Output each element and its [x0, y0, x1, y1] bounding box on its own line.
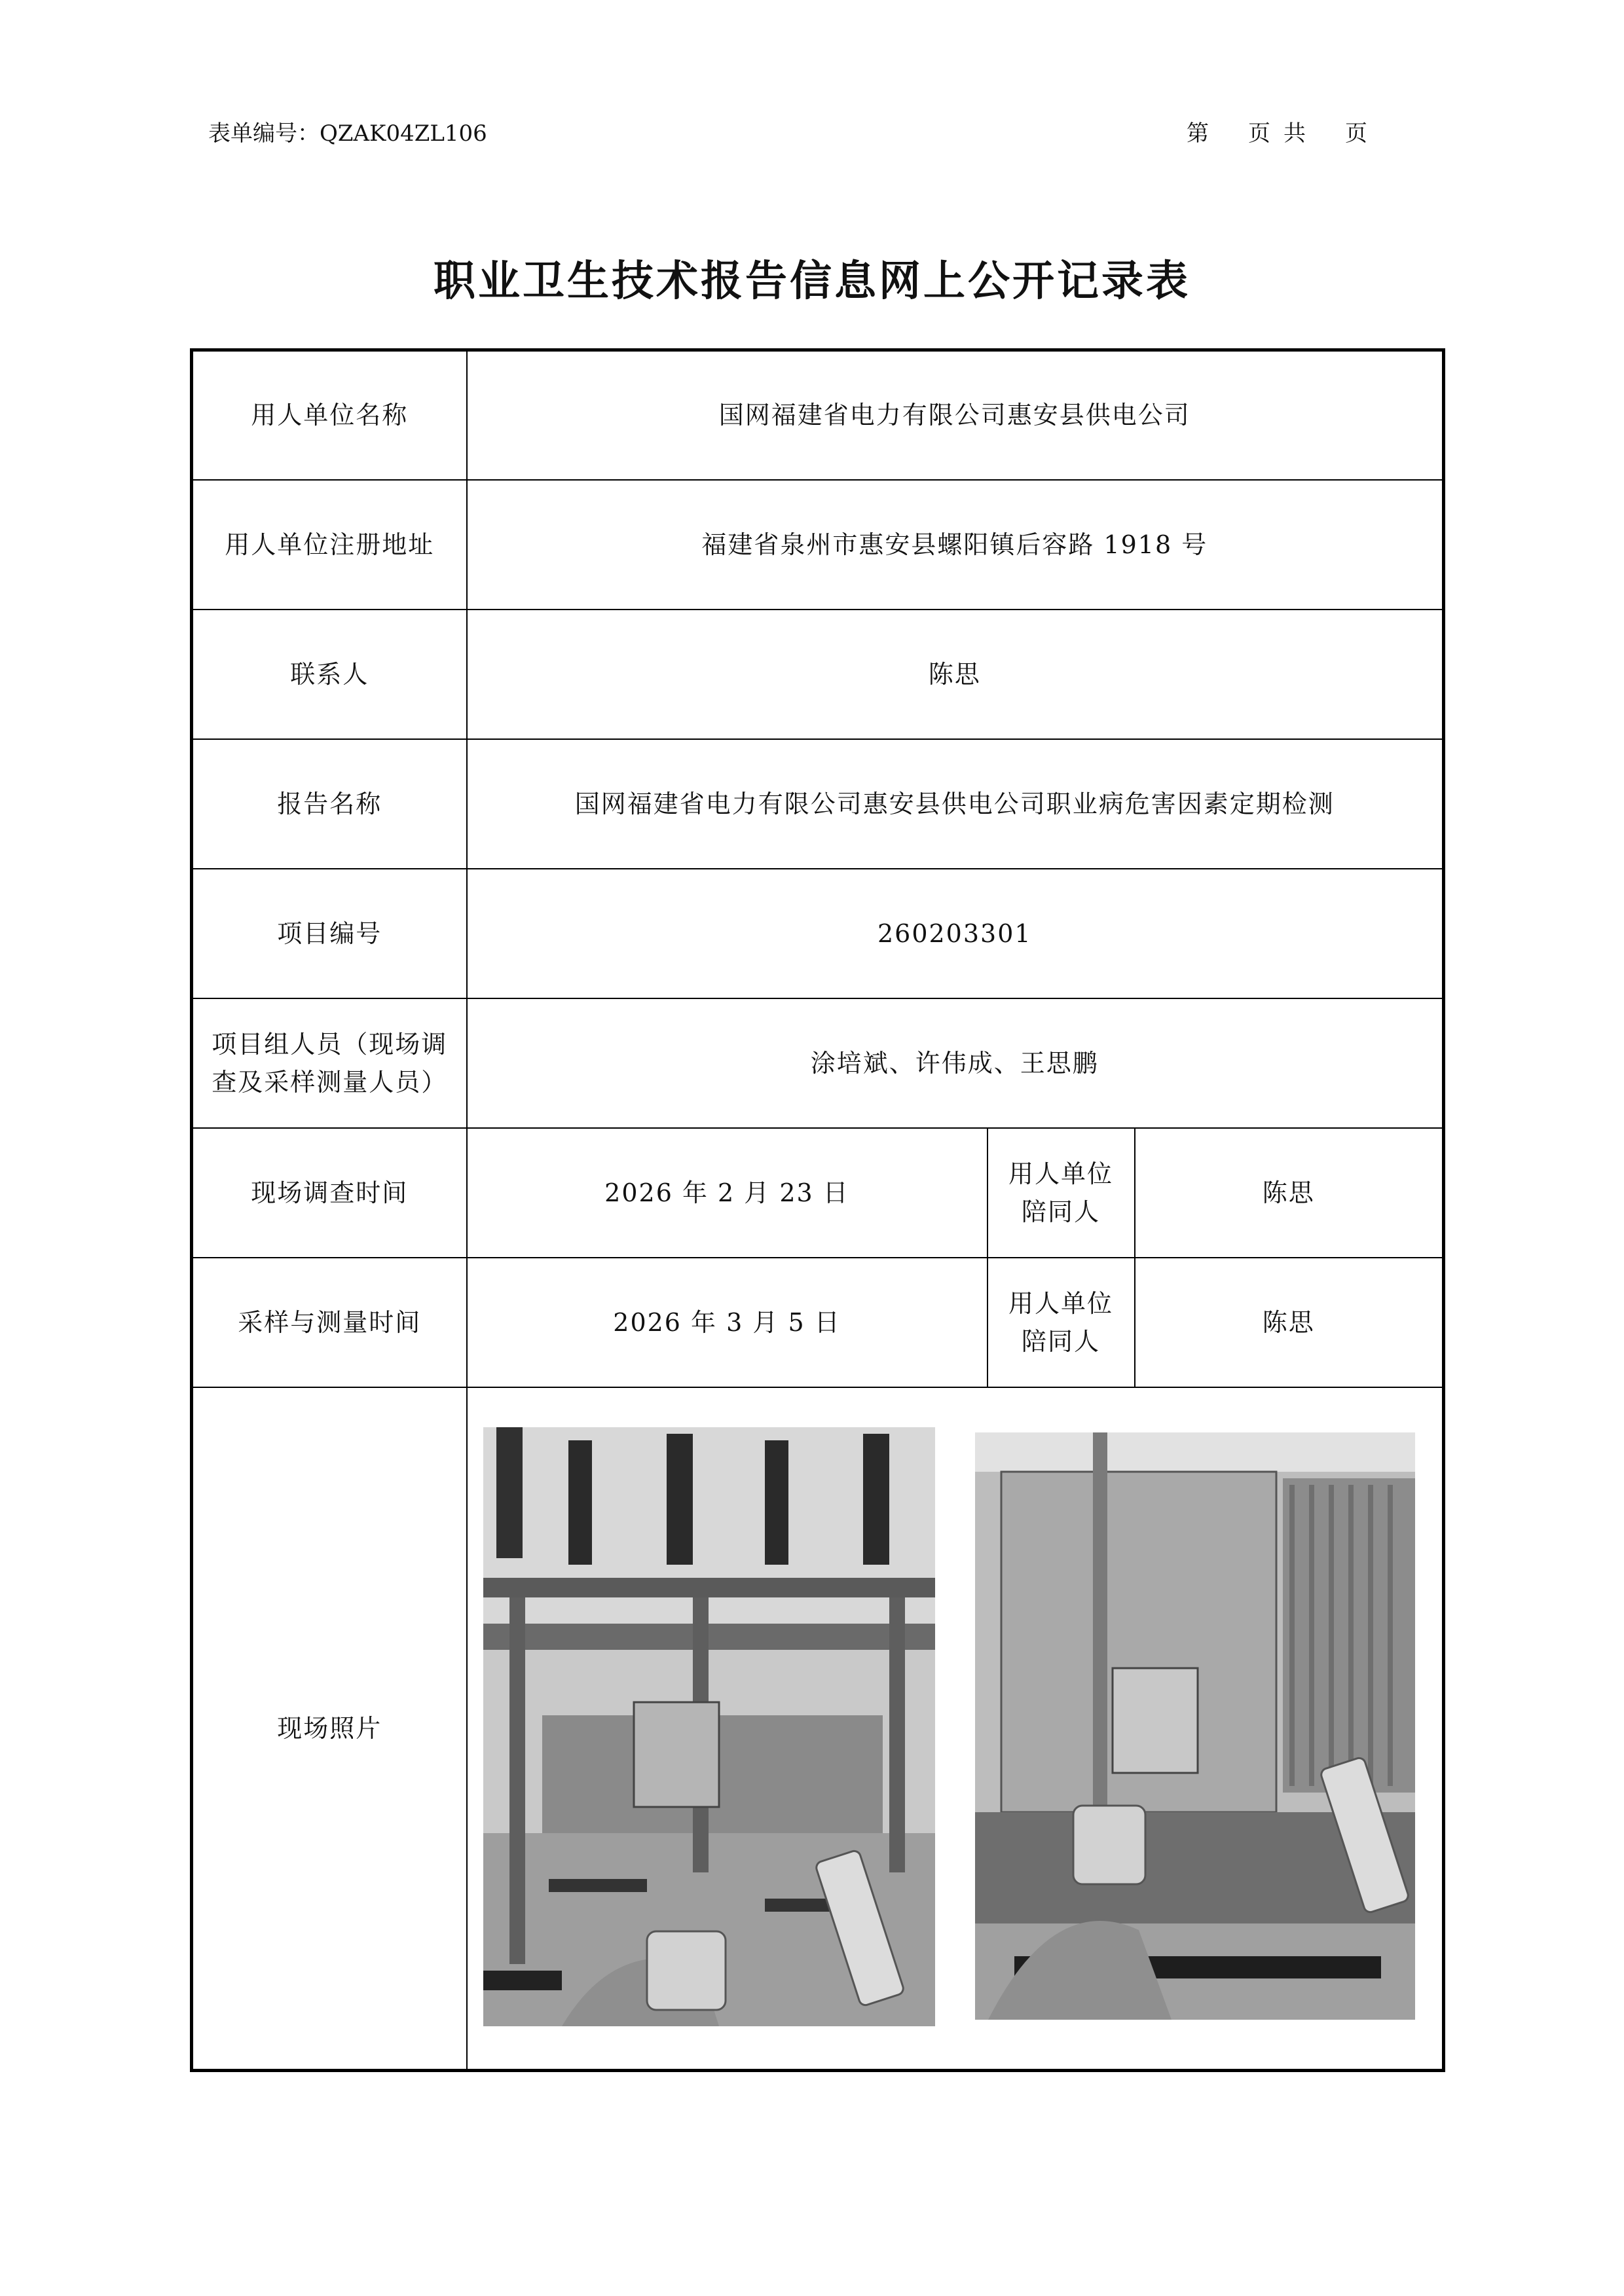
survey-time-label: 现场调查时间	[192, 1128, 467, 1258]
row-site-photos	[192, 1387, 1444, 2071]
report-name-label: 报告名称	[192, 739, 467, 869]
sampling-escort-value: 陈思	[1135, 1258, 1444, 1387]
site-photo-substation	[483, 1427, 935, 2026]
team-label-line2: 查及采样测量人员）	[212, 1067, 448, 1097]
survey-time-value: 2026 年 2 月 23 日	[467, 1128, 987, 1258]
survey-escort-label	[987, 1128, 1135, 1258]
page-ye2: 页	[1345, 120, 1367, 147]
page-di: 第	[1187, 120, 1209, 147]
page-indicator	[1187, 115, 1367, 147]
project-no-value: 260203301	[467, 869, 1444, 998]
transformer-photo-graphic	[975, 1432, 1415, 2020]
project-no-label: 项目编号	[192, 869, 467, 998]
row-employer-name	[192, 350, 1444, 480]
page-ye: 页	[1248, 120, 1270, 147]
sampling-time-value: 2026 年 3 月 5 日	[467, 1258, 987, 1387]
address-value: 福建省泉州市惠安县螺阳镇后容路 1918 号	[467, 480, 1444, 610]
site-photos-cell	[467, 1387, 1444, 2071]
survey-escort-value: 陈思	[1135, 1128, 1444, 1258]
address-label: 用人单位注册地址	[192, 480, 467, 610]
survey-escort-label-line2: 陪同人	[1021, 1197, 1100, 1226]
employer-name-value: 国网福建省电力有限公司惠安县供电公司	[467, 350, 1444, 480]
row-sampling-time	[192, 1258, 1444, 1387]
record-table	[190, 348, 1445, 2072]
sampling-escort-label-line2: 陪同人	[1021, 1326, 1100, 1356]
site-photos-label: 现场照片	[192, 1387, 467, 2071]
contact-value: 陈思	[467, 610, 1444, 739]
contact-label: 联系人	[192, 610, 467, 739]
sampling-time-label: 采样与测量时间	[192, 1258, 467, 1387]
page-title: 职业卫生技术报告信息网上公开记录表	[434, 257, 1190, 306]
sampling-escort-label	[987, 1258, 1135, 1387]
site-photo-transformer	[975, 1432, 1415, 2020]
sampling-escort-label-line1: 用人单位	[1008, 1288, 1113, 1318]
row-survey-time	[192, 1128, 1444, 1258]
row-report-name	[192, 739, 1444, 869]
team-value: 涂培斌、许伟成、王思鹏	[467, 998, 1444, 1128]
substation-photo-graphic	[483, 1427, 935, 2026]
employer-name-label: 用人单位名称	[192, 350, 467, 480]
row-project-no	[192, 869, 1444, 998]
form-number: 表单编号：QZAK04ZL106	[208, 120, 487, 147]
page-gong: 共	[1283, 120, 1306, 147]
survey-escort-label-line1: 用人单位	[1008, 1159, 1113, 1188]
row-address	[192, 480, 1444, 610]
row-team	[192, 998, 1444, 1128]
team-label-line1: 项目组人员（现场调	[212, 1029, 448, 1059]
report-name-value: 国网福建省电力有限公司惠安县供电公司职业病危害因素定期检测	[467, 739, 1444, 869]
team-label	[192, 998, 467, 1128]
row-contact	[192, 610, 1444, 739]
